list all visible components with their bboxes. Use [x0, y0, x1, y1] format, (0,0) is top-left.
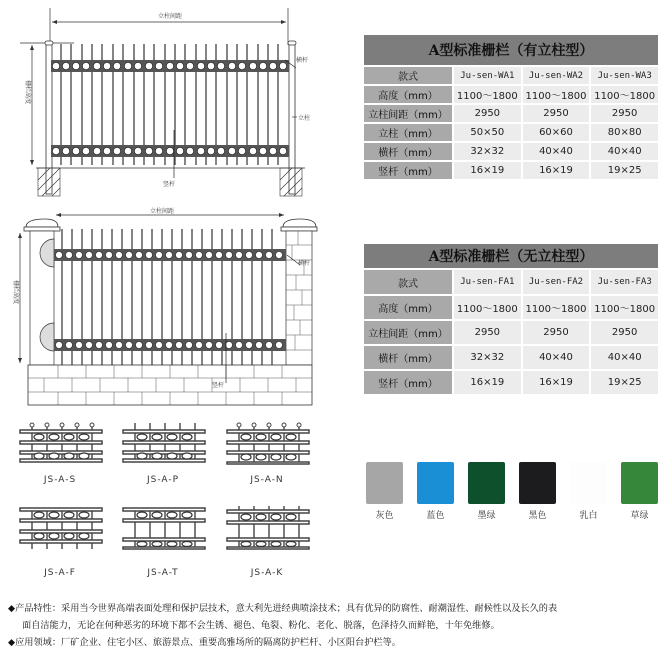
swatch-name: 蓝色	[426, 511, 445, 521]
cell-value: 2950	[591, 105, 658, 122]
row-label: 立柱间距（mm）	[364, 321, 452, 344]
feature-line: ◆产品特性：采用当今世界高端表面处理和保护层技术，意大利先进经典喷涂技术；具有优异的防腐性、耐潮湿性、耐候性以及长久的表	[8, 603, 558, 614]
rail-label: 横杆	[296, 57, 309, 64]
swatch-name: 乳白	[579, 511, 598, 521]
cell-value: 1100～1800	[454, 296, 521, 319]
cell-value: 2950	[454, 321, 521, 344]
model-name: Ju-sen-WA2	[523, 67, 590, 84]
swatch-gray	[366, 462, 403, 521]
swatch-dark-green	[468, 462, 505, 521]
cell-value: 16×19	[523, 371, 590, 394]
row-label: 高度（mm）	[364, 86, 452, 103]
row-label: 高度（mm）	[364, 296, 452, 319]
swatch-black	[519, 462, 556, 521]
table-row	[364, 346, 658, 369]
cell-value: 1100～1800	[591, 86, 658, 103]
swatch-box	[417, 462, 454, 504]
cell-value: 40×40	[591, 143, 658, 160]
cell-value: 2950	[523, 321, 590, 344]
cell-value: 16×19	[454, 371, 521, 394]
height-label-bottom: 栅栏高度	[12, 280, 19, 305]
variant-label: JS-A-S	[43, 475, 77, 485]
table-row	[364, 162, 658, 179]
model-name: Ju-sen-WA3	[591, 67, 658, 84]
post-label: 立柱	[298, 115, 311, 122]
header-label: 款式	[364, 270, 452, 294]
cell-value: 40×40	[523, 143, 590, 160]
variant-label: JS-A-P	[146, 475, 180, 485]
table-title: A型标准栅栏（有立柱型）	[364, 35, 658, 65]
swatch-box	[519, 462, 556, 504]
color-swatches	[366, 462, 666, 522]
cell-value: 60×60	[523, 124, 590, 141]
feature-line: 面自洁能力，无论在何种恶劣的环境下都不会生锈、褪色、龟裂、粉化、老化、脱落，色泽持久而鲜艳，十年免维修。	[22, 620, 500, 631]
variant-js-a-p	[118, 420, 208, 485]
fence-drawing-with-post	[0, 0, 330, 200]
swatch-box	[570, 462, 607, 504]
variant-js-a-n	[222, 420, 312, 485]
fence-drawing-without-post	[0, 205, 330, 410]
cell-value: 1100～1800	[523, 296, 590, 319]
cell-value: 40×40	[591, 346, 658, 369]
fence-variant-t-icon	[118, 505, 208, 550]
model-name: Ju-sen-FA2	[523, 270, 590, 294]
cell-value: 19×25	[591, 371, 658, 394]
product-features	[8, 600, 668, 651]
cell-value: 19×25	[591, 162, 658, 179]
application-line: ◆应用领域：厂矿企业、住宅小区、旅游景点、重要高雅场所的隔离防护栏杆、小区阳台护栏等。	[8, 637, 401, 648]
swatch-cream-white	[570, 462, 607, 521]
table-row	[364, 143, 658, 160]
cell-value: 32×32	[454, 143, 521, 160]
row-label: 立柱（mm）	[364, 124, 452, 141]
table-row	[364, 321, 658, 344]
table-row	[364, 296, 658, 319]
fence-variant-n-icon	[222, 420, 312, 465]
spec-table-with-post	[362, 33, 660, 181]
row-label: 竖杆（mm）	[364, 371, 452, 394]
model-name: Ju-sen-FA1	[454, 270, 521, 294]
variant-label: JS-A-F	[44, 568, 76, 578]
table-row	[364, 86, 658, 103]
height-label: 栅栏高度	[24, 80, 31, 105]
swatch-box	[621, 462, 658, 504]
table-header-row	[364, 270, 658, 294]
variant-js-a-f	[15, 505, 105, 578]
variant-js-a-t	[118, 505, 208, 578]
fence-variant-s-icon	[15, 420, 105, 465]
cell-value: 32×32	[454, 346, 521, 369]
rail-label-bottom: 横杆	[298, 260, 311, 267]
cell-value: 1100～1800	[523, 86, 590, 103]
cell-value: 50×50	[454, 124, 521, 141]
row-label: 横杆（mm）	[364, 346, 452, 369]
cell-value: 2950	[591, 321, 658, 344]
model-name: Ju-sen-WA1	[454, 67, 521, 84]
swatch-name: 黑色	[528, 511, 547, 521]
table-row	[364, 124, 658, 141]
table-header-row	[364, 67, 658, 84]
swatch-blue	[417, 462, 454, 521]
variant-js-a-k	[222, 505, 312, 578]
fence-variant-k-icon	[222, 505, 312, 550]
cell-value: 1100～1800	[591, 296, 658, 319]
swatch-grass-green	[621, 462, 658, 521]
swatch-box	[366, 462, 403, 504]
fence-variant-f-icon	[15, 505, 105, 550]
swatch-name: 墨绿	[477, 511, 496, 521]
swatch-name: 草绿	[630, 511, 649, 521]
row-label: 横杆（mm）	[364, 143, 452, 160]
table-row	[364, 105, 658, 122]
cell-value: 2950	[454, 105, 521, 122]
cell-value: 16×19	[454, 162, 521, 179]
spec-table-without-post	[362, 242, 660, 396]
cell-value: 1100～1800	[454, 86, 521, 103]
header-label: 款式	[364, 67, 452, 84]
picket-label: 竖杆	[163, 181, 176, 188]
cell-value: 80×80	[591, 124, 658, 141]
model-name: Ju-sen-FA3	[591, 270, 658, 294]
swatch-name: 灰色	[375, 511, 394, 521]
span-label-bottom: 立柱间距	[150, 208, 175, 215]
row-label: 竖杆（mm）	[364, 162, 452, 179]
table-title: A型标准栅栏（无立柱型）	[364, 244, 658, 268]
swatch-box	[468, 462, 505, 504]
variant-label: JS-A-K	[250, 568, 284, 578]
table-row	[364, 371, 658, 394]
cell-value: 40×40	[523, 346, 590, 369]
picket-label-bottom: 竖杆	[212, 382, 225, 389]
variant-js-a-s	[15, 420, 105, 485]
cell-value: 16×19	[523, 162, 590, 179]
variant-label: JS-A-N	[250, 475, 284, 485]
cell-value: 2950	[523, 105, 590, 122]
variant-label: JS-A-T	[147, 568, 179, 578]
row-label: 立柱间距（mm）	[364, 105, 452, 122]
fence-variant-p-icon	[118, 420, 208, 465]
span-label: 立柱间距	[158, 13, 183, 20]
